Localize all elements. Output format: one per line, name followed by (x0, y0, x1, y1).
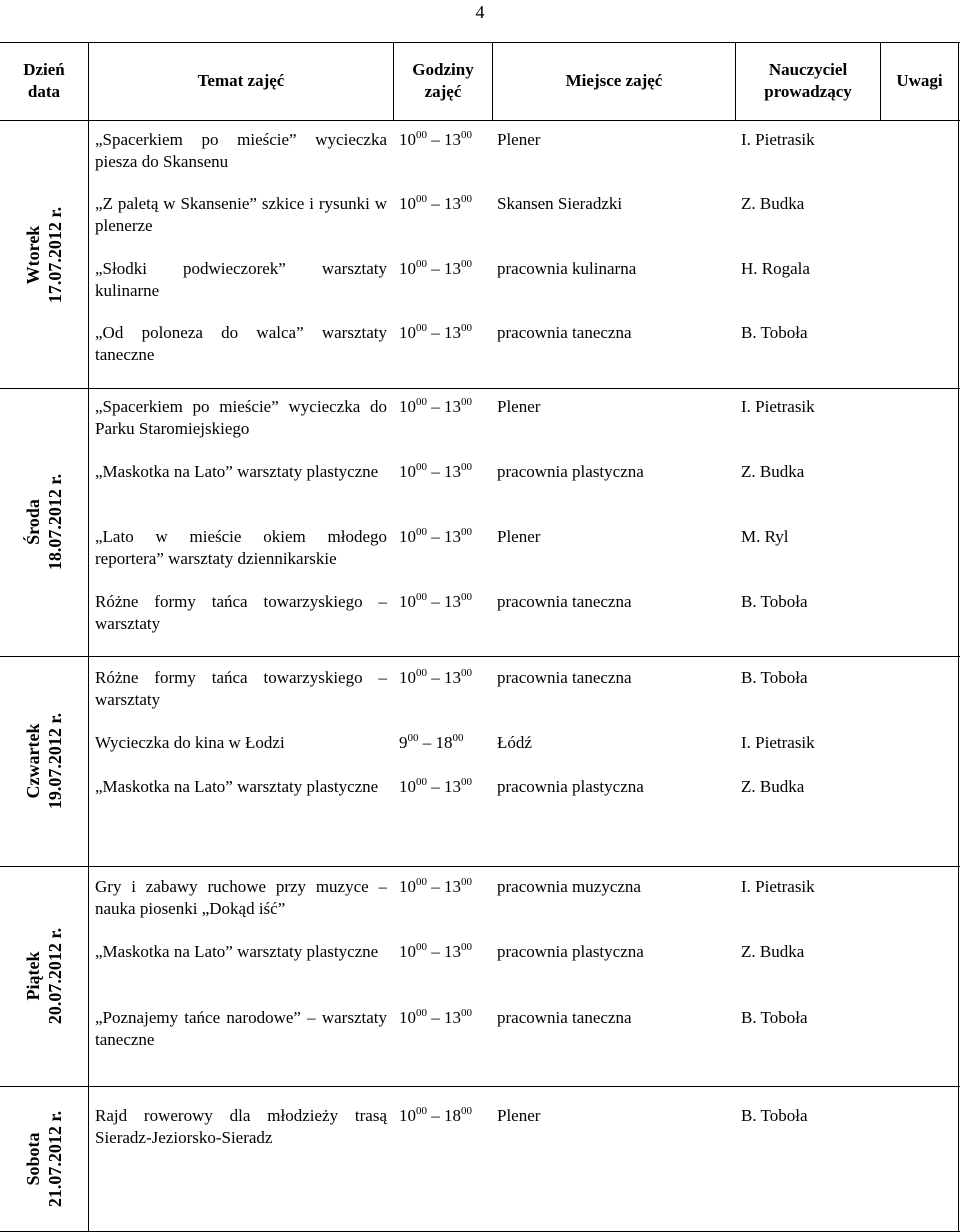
activity-teacher: M. Ryl (741, 527, 789, 546)
activity-topic (95, 941, 387, 963)
activity-place: Plener (497, 397, 541, 416)
day-cell (0, 866, 89, 1086)
header-teacher-line2: prowadzący (764, 82, 852, 101)
day-date: 19.07.2012 r. (45, 712, 65, 810)
activity-teacher: B. Toboła (741, 1008, 808, 1027)
start-minutes: 00 (407, 732, 419, 744)
activity-teacher: Z. Budka (741, 777, 805, 796)
activity-place: pracownia taneczna (497, 668, 632, 687)
start-hour: 10 (399, 194, 416, 213)
day-date: 18.07.2012 r. (45, 473, 65, 571)
activity-topic-text: Wycieczka do kina w Łodzi (95, 733, 285, 752)
activity-teacher: I. Pietrasik (741, 877, 815, 896)
day-label (22, 928, 66, 1024)
activity-teacher: H. Rogala (741, 259, 810, 278)
day-name: Sobota (23, 1132, 43, 1186)
end-minutes: 00 (452, 732, 464, 744)
end-hour: 13 (444, 527, 461, 546)
start-minutes: 00 (416, 461, 427, 473)
header-topic: Temat zajęć (197, 71, 285, 90)
activity-topic (95, 876, 387, 920)
start-hour: 10 (399, 527, 416, 546)
day-date: 17.07.2012 r. (45, 206, 65, 303)
end-hour: 18 (435, 733, 453, 752)
activity-topic (95, 526, 387, 570)
activity-teacher: I. Pietrasik (741, 733, 815, 752)
end-hour: 13 (444, 777, 461, 796)
activity-place: pracownia taneczna (497, 1008, 632, 1027)
end-hour: 13 (444, 130, 461, 149)
time-separator: – (427, 323, 444, 342)
activity-topic-text: „Spacerkiem po mieście” wycieczka do Parku Staromiejskiego (95, 397, 387, 438)
activity-topic (95, 1105, 387, 1149)
start-hour: 10 (399, 1106, 416, 1125)
activity-hours (399, 258, 472, 280)
start-hour: 10 (399, 130, 416, 149)
day-cell (0, 656, 89, 866)
start-minutes: 00 (416, 941, 427, 953)
start-hour: 10 (399, 668, 416, 687)
header-hours (394, 42, 492, 120)
activity-hours (399, 732, 464, 754)
day-cell (0, 388, 89, 656)
activity-teacher: I. Pietrasik (741, 130, 815, 149)
activity-topic-text: „Maskotka na Lato” warsztaty plastyczne (95, 942, 379, 961)
time-separator: – (427, 397, 444, 416)
activity-topic-text: „Maskotka na Lato” warsztaty plastyczne (95, 462, 379, 481)
activity-place: pracownia plastyczna (497, 462, 644, 481)
day-label (22, 474, 66, 570)
end-minutes: 00 (461, 526, 472, 538)
activity-topic-text: Gry i zabawy ruchowe przy muzyce – nauka piosenki „Dokąd iść” (95, 877, 387, 918)
table-header (0, 42, 960, 121)
time-separator: – (427, 462, 444, 481)
activity-topic (95, 461, 387, 483)
activity-hours (399, 941, 472, 963)
activity-hours (399, 876, 472, 898)
activity-topic-text: „Z paletą w Skansenie” szkice i rysunki w plenerze (95, 194, 387, 235)
day-block (0, 121, 960, 389)
time-separator: – (427, 1106, 444, 1125)
start-hour: 10 (399, 777, 416, 796)
time-separator: – (427, 777, 444, 796)
activity-topic-text: „Spacerkiem po mieście” wycieczka piesza do Skansenu (95, 130, 387, 171)
start-minutes: 00 (416, 129, 427, 141)
activity-topic-text: Różne formy tańca towarzyskiego – warsztaty (95, 668, 387, 709)
day-date: 20.07.2012 r. (45, 927, 65, 1025)
end-hour: 13 (444, 194, 461, 213)
activity-place: pracownia taneczna (497, 592, 632, 611)
page-number: 4 (475, 2, 485, 22)
end-hour: 13 (444, 668, 461, 687)
activity-teacher: B. Toboła (741, 1106, 808, 1125)
activity-topic-text: Różne formy tańca towarzyskiego – warsztaty (95, 592, 387, 633)
day-name: Czwartek (23, 723, 43, 799)
start-minutes: 00 (416, 193, 427, 205)
end-minutes: 00 (461, 667, 472, 679)
activity-hours (399, 667, 472, 689)
day-block (0, 866, 960, 1087)
start-minutes: 00 (416, 322, 427, 334)
time-separator: – (427, 259, 444, 278)
activity-topic (95, 776, 387, 798)
end-minutes: 00 (461, 396, 472, 408)
start-hour: 10 (399, 323, 416, 342)
end-minutes: 00 (461, 322, 472, 334)
time-separator: – (427, 592, 444, 611)
activity-hours (399, 322, 472, 344)
day-block (0, 1086, 960, 1232)
activity-topic-text: Rajd rowerowy dla młodzieży trasą Sieradz-Jeziorsko-Sieradz (95, 1106, 387, 1147)
end-minutes: 00 (461, 876, 472, 888)
time-separator: – (427, 668, 444, 687)
end-minutes: 00 (461, 129, 472, 141)
activity-hours (399, 1007, 472, 1029)
activity-teacher: B. Toboła (741, 323, 808, 342)
start-minutes: 00 (416, 1105, 427, 1117)
activity-topic-text: „Słodki podwieczorek” warsztaty kulinarne (95, 259, 387, 300)
end-hour: 13 (444, 877, 461, 896)
activity-hours (399, 193, 472, 215)
activity-hours (399, 526, 472, 548)
time-separator: – (427, 877, 444, 896)
activity-hours (399, 1105, 472, 1127)
day-name: Piątek (23, 951, 43, 1001)
activity-place: pracownia plastyczna (497, 942, 644, 961)
activity-teacher: I. Pietrasik (741, 397, 815, 416)
header-teacher-line1: Nauczyciel (768, 60, 848, 79)
start-minutes: 00 (416, 776, 427, 788)
end-minutes: 00 (461, 258, 472, 270)
end-minutes: 00 (461, 1105, 472, 1117)
end-hour: 18 (444, 1106, 461, 1125)
activity-topic-text: „Lato w mieście okiem młodego reportera” warsztaty dziennikarskie (95, 527, 387, 568)
end-hour: 13 (444, 397, 461, 416)
day-block (0, 656, 960, 867)
day-name: Wtorek (23, 225, 43, 284)
activity-topic (95, 396, 387, 440)
start-minutes: 00 (416, 591, 427, 603)
activity-teacher: Z. Budka (741, 194, 805, 213)
start-minutes: 00 (416, 1007, 427, 1019)
time-separator: – (427, 130, 444, 149)
time-separator: – (427, 527, 444, 546)
activity-place: pracownia muzyczna (497, 877, 641, 896)
header-hours-line1: Godziny (412, 60, 474, 79)
activity-place: Plener (497, 1106, 541, 1125)
end-minutes: 00 (461, 776, 472, 788)
header-hours-line2: zajęć (424, 82, 462, 101)
activity-topic (95, 732, 387, 754)
header-day (0, 42, 88, 120)
end-minutes: 00 (461, 941, 472, 953)
activity-hours (399, 461, 472, 483)
start-hour: 10 (399, 592, 416, 611)
start-hour: 10 (399, 462, 416, 481)
activity-place: Plener (497, 130, 541, 149)
start-minutes: 00 (416, 396, 427, 408)
activity-place: pracownia taneczna (497, 323, 632, 342)
end-hour: 13 (444, 592, 461, 611)
start-minutes: 00 (416, 258, 427, 270)
activity-place: pracownia plastyczna (497, 777, 644, 796)
activity-teacher: Z. Budka (741, 462, 805, 481)
end-hour: 13 (444, 323, 461, 342)
activity-hours (399, 591, 472, 613)
start-hour: 10 (399, 259, 416, 278)
start-hour: 9 (399, 733, 408, 752)
day-cell (0, 1086, 89, 1231)
activity-topic (95, 258, 387, 302)
time-separator: – (427, 1008, 444, 1027)
activity-topic-text: „Maskotka na Lato” warsztaty plastyczne (95, 777, 379, 796)
time-separator: – (427, 194, 444, 213)
day-label (22, 206, 66, 302)
time-separator: – (427, 942, 444, 961)
activity-topic (95, 129, 387, 173)
activity-place: Skansen Sieradzki (497, 194, 623, 213)
start-minutes: 00 (416, 667, 427, 679)
day-date: 21.07.2012 r. (45, 1110, 65, 1207)
start-hour: 10 (399, 877, 416, 896)
activity-place: pracownia kulinarna (497, 259, 637, 278)
day-label (22, 1110, 66, 1206)
end-hour: 13 (444, 259, 461, 278)
day-block (0, 388, 960, 657)
start-hour: 10 (399, 397, 416, 416)
activity-topic-text: „Poznajemy tańce narodowe” – warsztaty taneczne (95, 1008, 387, 1049)
day-name: Środa (23, 499, 43, 545)
activity-teacher: Z. Budka (741, 942, 805, 961)
activity-topic (95, 591, 387, 635)
activity-hours (399, 396, 472, 418)
activity-hours (399, 129, 472, 151)
end-hour: 13 (444, 1008, 461, 1027)
activity-place: Plener (497, 527, 541, 546)
end-minutes: 00 (461, 591, 472, 603)
end-minutes: 00 (461, 1007, 472, 1019)
end-hour: 13 (444, 462, 461, 481)
table-right-border (958, 42, 959, 1231)
end-hour: 13 (444, 942, 461, 961)
end-minutes: 00 (461, 461, 472, 473)
day-cell (0, 121, 89, 388)
activity-topic (95, 667, 387, 711)
activity-teacher: B. Toboła (741, 668, 808, 687)
start-hour: 10 (399, 1008, 416, 1027)
start-minutes: 00 (416, 876, 427, 888)
activity-topic-text: „Od poloneza do walca” warsztaty taneczne (95, 323, 387, 364)
day-label (22, 713, 66, 809)
start-hour: 10 (399, 942, 416, 961)
activity-topic (95, 322, 387, 366)
header-day-line1: Dzień (23, 60, 65, 79)
activity-topic (95, 193, 387, 237)
activity-topic (95, 1007, 387, 1051)
start-minutes: 00 (416, 526, 427, 538)
activity-teacher: B. Toboła (741, 592, 808, 611)
header-place: Miejsce zajęć (565, 71, 663, 90)
header-notes: Uwagi (896, 71, 943, 90)
header-day-line2: data (27, 82, 61, 101)
activity-hours (399, 776, 472, 798)
end-minutes: 00 (461, 193, 472, 205)
time-separator: – (418, 733, 436, 752)
header-teacher (736, 42, 880, 120)
activity-place: Łódź (497, 733, 532, 752)
